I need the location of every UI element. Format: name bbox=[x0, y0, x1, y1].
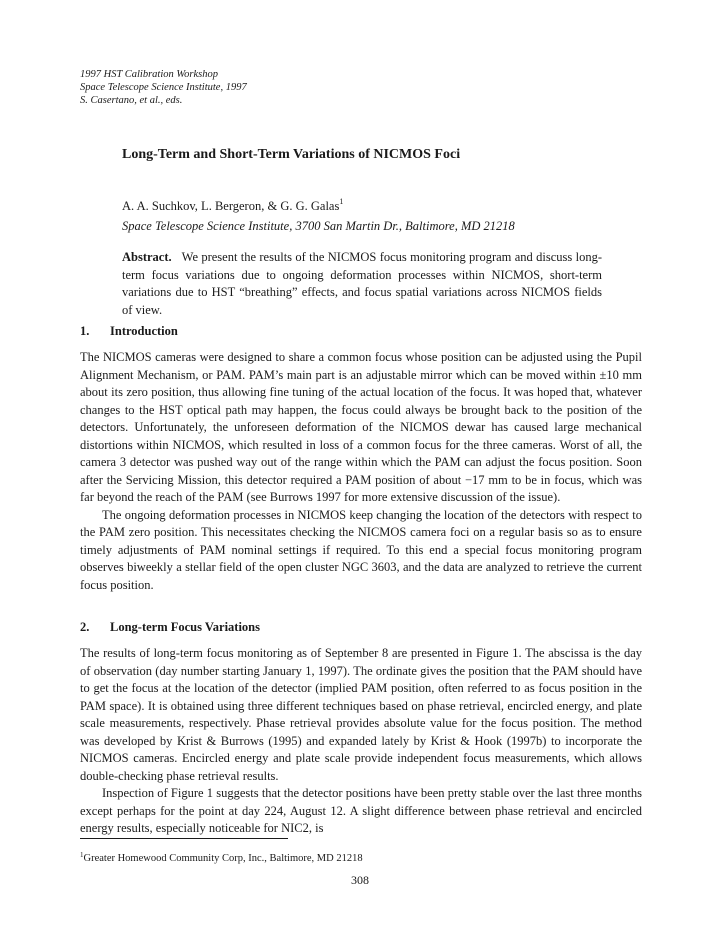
abstract bbox=[122, 249, 602, 319]
footnote-mark: 1 bbox=[80, 851, 84, 859]
section-body-long-term-focus bbox=[80, 645, 642, 838]
section-number: 2. bbox=[80, 620, 90, 634]
abstract-text: We present the results of the NICMOS focus monitoring program and discuss long-term focus variations due to ongoing deformation processes within NICMOS, short-term variations due to HST “breathing” effects, and focus spatial variations across NICMOS fields of view. bbox=[122, 250, 602, 317]
header-line-2: Space Telescope Science Institute, 1997 bbox=[80, 82, 247, 93]
section-heading-long-term-focus bbox=[80, 620, 260, 635]
section-title: Introduction bbox=[110, 324, 178, 338]
paragraph: The results of long-term focus monitoring as of September 8 are presented in Figure 1. The abscissa is the day of observation (day number starting January 1, 1997). The ordinate gives the position that the PAM should have to get the focus at the location of the detector (implied PAM position, often referred to as focus position in the PAM space). It is obtained using three different techniques based on phase retrieval, encircled energy, and plate scale measurements, respectively. Phase retrieval provides absolute value for the focus position. The method was developed by Krist & Burrows (1995) and expanded lately by Krist & Hook (1997b) to incorporate the NICMOS cameras. Encircled energy and plate scale provide independent focus measurements, which allows double-checking phase retrieval results. bbox=[80, 646, 642, 783]
author-footnote-mark: 1 bbox=[339, 197, 344, 206]
header-line-3: S. Casertano, et al., eds. bbox=[80, 95, 183, 106]
paragraph: Inspection of Figure 1 suggests that the detector positions have been pretty stable over the last three months except perhaps for the point at day 224, August 12. A slight difference between phase retrieval and encircled energy results, especially noticeable for NIC2, is bbox=[80, 786, 642, 835]
section-number: 1. bbox=[80, 324, 90, 338]
author-names: A. A. Suchkov, L. Bergeron, & G. G. Galas bbox=[122, 199, 340, 213]
section-heading-introduction bbox=[80, 324, 178, 339]
abstract-label: Abstract. bbox=[122, 250, 172, 264]
footnote bbox=[80, 851, 363, 864]
footnote-divider bbox=[80, 838, 288, 839]
author-list bbox=[122, 197, 343, 214]
section-body-introduction bbox=[80, 349, 642, 594]
section-title: Long-term Focus Variations bbox=[110, 620, 260, 634]
affiliation: Space Telescope Science Institute, 3700 San Martin Dr., Baltimore, MD 21218 bbox=[122, 219, 515, 233]
paragraph: The ongoing deformation processes in NICMOS keep changing the location of the detectors with respect to the PAM zero position. This necessitates checking the NICMOS camera foci on a regular basis so as to ensure timely adjustments of PAM nominal settings if required. To this end a special focus monitoring program observes biweekly a stellar field of the open cluster NGC 3603, and the data are analyzed to retrieve the current focus position. bbox=[80, 507, 642, 592]
paper-title: Long-Term and Short-Term Variations of NICMOS Foci bbox=[122, 147, 461, 162]
running-header bbox=[80, 68, 247, 107]
paragraph: The NICMOS cameras were designed to share a common focus whose position can be adjusted using the Pupil Alignment Mechanism, or PAM. PAM’s main part is an adjustable mirror which can be moved within ±10 mm about its zero position, thus allowing fine tuning of the actual location of the focus. It was hoped that, whatever changes to the HST optical path may happen, the focus could always be brought back to the position of the detectors. Unfortunately, the unforeseen deformation of the NICMOS dewar has caused large mechanical distortions within NICMOS, which resulted in loss of a common focus for the three cameras. Worst of all, the camera 3 detector was pushed way out of the range within which the PAM can adjust the focus position. Soon after the Servicing Mission, this detector required a PAM position of about −17 mm to be in focus, which was far beyond the reach of the PAM (see Burrows 1997 for more extensive discussion of the issue). bbox=[80, 350, 642, 504]
footnote-text: Greater Homewood Community Corp, Inc., Baltimore, MD 21218 bbox=[83, 853, 363, 864]
page-number: 308 bbox=[351, 873, 369, 887]
header-line-1: 1997 HST Calibration Workshop bbox=[80, 69, 218, 80]
